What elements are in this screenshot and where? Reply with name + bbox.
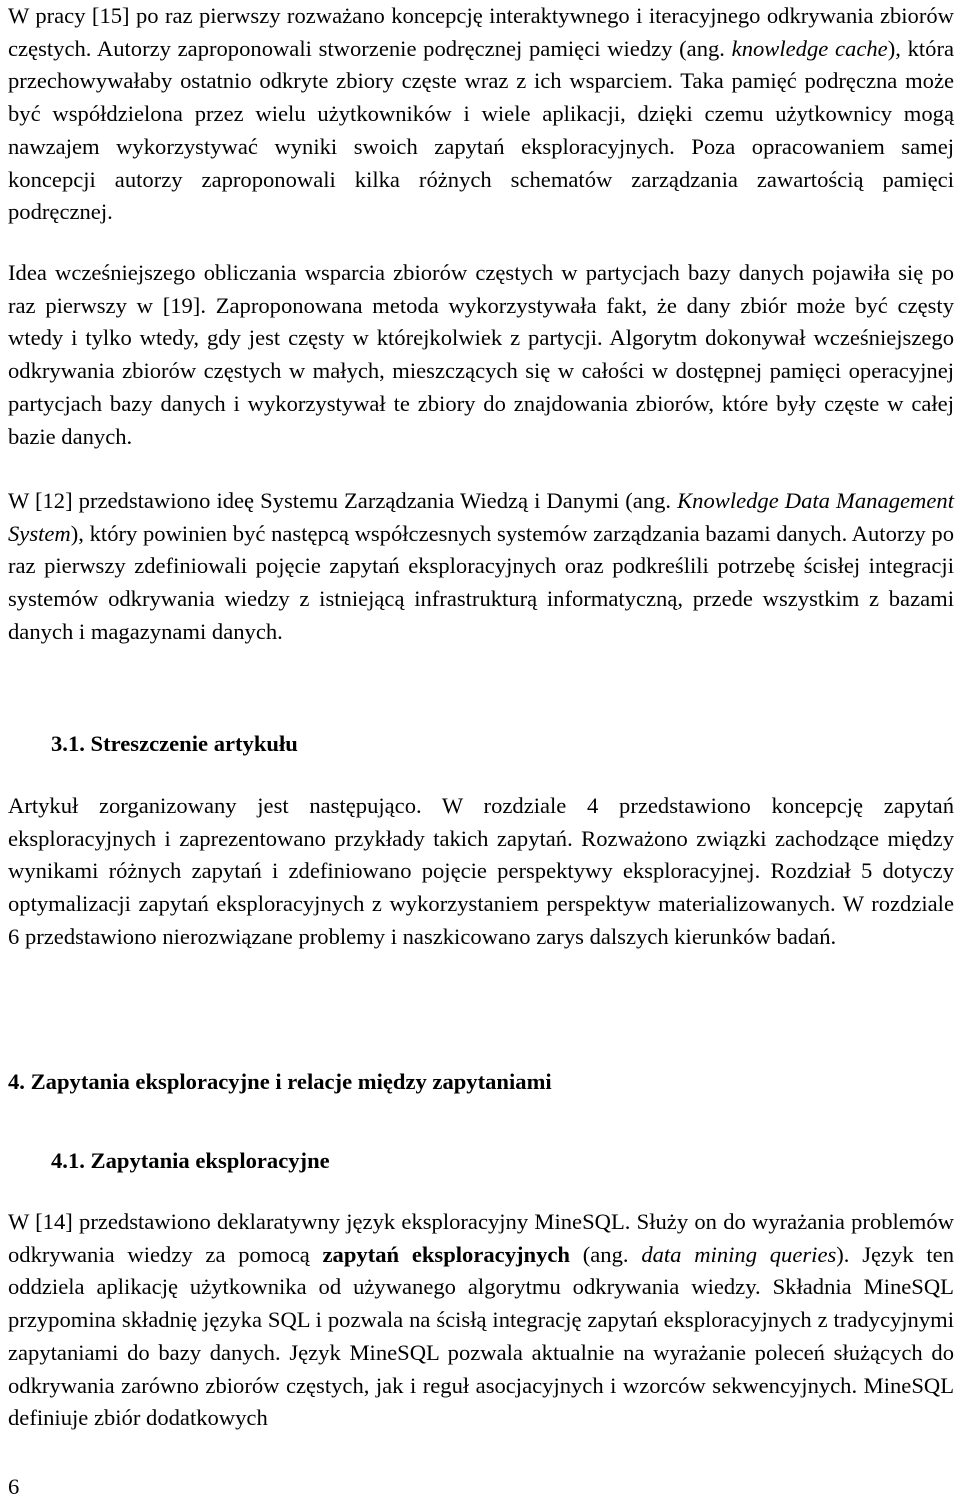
text-segment: Knowledge Data Management System [8,488,954,546]
text-segment: zapytań eksploracyjnych [322,1241,570,1267]
text-segment: W [14] przedstawiono deklaratywny język eksploracyjny MineSQL. Służy on do wyrażania problemów odkrywania wiedzy za pomocą [8,1209,954,1267]
text-segment: data mining queries [641,1241,837,1267]
text-segment: (ang. [570,1241,642,1267]
paragraph [8,790,954,954]
section-heading: 3.1. Streszczenie artykułu [51,731,298,756]
text-segment: W pracy [15] po raz pierwszy rozważano koncepcję interaktywnego i iteracyjnego odkrywania zbiorów częstych. Autorzy zaproponowali stworzenie podręcznej pamięci wiedzy (ang. [8,3,954,61]
text-segment: knowledge cache [731,35,888,61]
text-segment: ), która przechowywałaby ostatnio odkryte zbiory częste wraz z ich wsparciem. Taka pamięć podręczna może być współdzielona przez wielu użytkowników i wiele aplikacji, dzięki czemu użytkownicy mogą nawzajem wykorzystywać wyniki swoich zapytań eksploracyjnych. Poza opracowaniem samej koncepcji autorzy zaproponowali kilka różnych schematów zarządzania zawartością pamięci podręcznej. [8,35,954,225]
paragraph [8,1206,954,1435]
paragraph [8,485,954,649]
text-segment: W [12] przedstawiono ideę Systemu Zarządzania Wiedzą i Danymi (ang. [8,488,678,513]
text-segment: ), który powinien być następcą współczesnych systemów zarządzania bazami danych. Autorzy po raz pierwszy zdefiniowali pojęcie zapytań eksploracyjnych oraz podkreślili potrzebę ścisłej integracji systemów odkrywania wiedzy z istniejącą infrastrukturą informatyczną, przede wszystkim z bazami danych i magazynami danych. [8,520,954,644]
text-segment: ). Język ten oddziela aplikację użytkownika od używanego algorytmu odkrywania wiedzy. Składnia MineSQL przypomina składnię języka SQL i pozwala na ścisłą integrację zapytań eksploracyjnych z tradycyjnymi zapytaniami do bazy danych. Język MineSQL pozwala aktualnie na wyrażanie poleceń służących do odkrywania zarówno zbiorów częstych, jak i reguł asocjacyjnych i wzorców sekwencyjnych. MineSQL definiuje zbiór dodatkowych [8,1241,954,1431]
paragraph [8,0,954,229]
paragraph [8,257,954,453]
page-number: 6 [8,1474,20,1499]
text-segment: Artykuł zorganizowany jest następująco. W rozdziale 4 przedstawiono koncepcję zapytań eksploracyjnych i zaprezentowano przykłady takich zapytań. Rozważono związki zachodzące między wynikami różnych zapytań i zdefiniowano pojęcie perspektywy eksploracyjnej. Rozdział 5 dotyczy optymalizacji zapytań eksploracyjnych z wykorzystaniem perspektyw materializowanych. W rozdziale 6 przedstawiono nierozwiązane problemy i naszkicowano zarys dalszych kierunków badań. [8,793,954,949]
text-segment: Idea wcześniejszego obliczania wsparcia zbiorów częstych w partycjach bazy danych pojawiła się po raz pierwszy w [19]. Zaproponowana metoda wykorzystywała fakt, że dany zbiór może być częsty wtedy i tylko wtedy, gdy jest częsty w którejkolwiek z partycji. Algorytm dokonywał wcześniejszego odkrywania zbiorów częstych w małych, mieszczących się w całości w dostępnej pamięci operacyjnej partycjach bazy danych i wykorzystywał te zbiory do znajdowania zbiorów, które były częste w całej bazie danych. [8,260,954,449]
chapter-heading: 4. Zapytania eksploracyjne i relacje między zapytaniami [8,1069,552,1094]
section-heading: 4.1. Zapytania eksploracyjne [51,1148,330,1173]
